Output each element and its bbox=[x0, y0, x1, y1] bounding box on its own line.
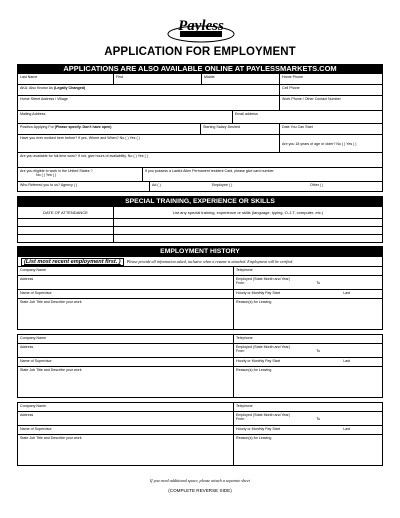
employment-block-1 bbox=[17, 267, 383, 330]
name-row bbox=[17, 74, 383, 85]
payless-logo bbox=[166, 14, 236, 48]
reasons-leaving-field[interactable]: Reason(s) for Leaving bbox=[236, 368, 272, 372]
eligible-us-field[interactable]: Are you eligible to work in the United States ? No ( ) Yes ( ) bbox=[18, 168, 143, 181]
employment-block-2 bbox=[17, 334, 383, 398]
age-18-field[interactable]: Are you 18 years of age or older? No ( ) Yes ( ) bbox=[282, 142, 357, 146]
mailing-row bbox=[17, 111, 383, 124]
position-row bbox=[17, 124, 383, 135]
reasons-leaving-field[interactable]: Reason(s) for Leaving bbox=[236, 436, 272, 440]
company-address-field[interactable]: Address bbox=[18, 344, 233, 358]
pay-field[interactable]: Hourly or Monthly Pay Start Last bbox=[234, 290, 382, 299]
company-address-field[interactable]: Address bbox=[18, 412, 233, 426]
supervisor-field[interactable]: Name of Supervisor bbox=[18, 290, 233, 299]
mailing-address-field[interactable]: Mailing Address bbox=[18, 111, 233, 123]
training-desc-cell[interactable] bbox=[114, 227, 382, 234]
green-card-field[interactable]: If you possess a Lawful Alien Permanent resident Card, please give card number bbox=[145, 169, 274, 173]
job-title-field[interactable]: State Job Title and Describe your work bbox=[20, 436, 82, 440]
address-row bbox=[17, 96, 383, 111]
starting-salary-field[interactable]: Starting Salary Desired bbox=[201, 124, 280, 134]
training-desc-cell[interactable] bbox=[114, 235, 382, 242]
application-form bbox=[17, 64, 383, 466]
employed-dates-field[interactable]: Employed (State Month and Year) From To bbox=[234, 412, 382, 426]
company-name-field[interactable]: Company Name bbox=[18, 403, 233, 412]
supervisor-field[interactable]: Name of Supervisor bbox=[18, 426, 233, 435]
home-address-field[interactable]: Home Street Address / Village bbox=[18, 96, 280, 110]
date-attendance-header: DATE OF ATTENDANCE bbox=[18, 207, 114, 218]
employed-dates-field[interactable]: Employed (State Month and Year) From To bbox=[234, 344, 382, 358]
worked-here-row bbox=[17, 135, 383, 153]
full-time-row bbox=[17, 153, 383, 168]
telephone-field[interactable]: Telephone bbox=[234, 335, 382, 344]
employment-block-3 bbox=[17, 402, 383, 466]
company-address-field[interactable]: Address bbox=[18, 276, 233, 290]
pay-field[interactable]: Hourly or Monthly Pay Start Last bbox=[234, 426, 382, 435]
online-banner: APPLICATIONS ARE ALSO AVAILABLE ONLINE AT PAYLESSMARKETS.COM bbox=[17, 64, 383, 74]
referred-other-field[interactable]: Other ( ) bbox=[310, 183, 324, 187]
training-date-cell[interactable] bbox=[18, 227, 114, 234]
first-name-field[interactable]: First bbox=[114, 74, 202, 84]
start-date-field[interactable]: Date You Can Start bbox=[282, 125, 313, 129]
employment-instructions bbox=[17, 257, 383, 267]
complete-reverse-note: (COMPLETE REVERSE SIDE) bbox=[168, 488, 232, 493]
company-name-field[interactable]: Company Name bbox=[18, 267, 233, 276]
page-title: APPLICATION FOR EMPLOYMENT bbox=[104, 46, 296, 58]
middle-name-field[interactable]: Middle bbox=[202, 74, 280, 84]
referred-ad-field[interactable]: Ad ( ) bbox=[152, 183, 161, 187]
training-header bbox=[17, 207, 383, 219]
svg-text:Payless: Payless bbox=[178, 18, 224, 34]
cell-phone-field[interactable]: Cell Phone bbox=[282, 86, 300, 90]
job-title-field[interactable]: State Job Title and Describe your work bbox=[20, 368, 82, 372]
work-phone-field[interactable]: Work Phone / Other Contact Number bbox=[282, 97, 341, 101]
worked-here-field[interactable]: Have you ever worked here before? If yes, Where and When? No ( ) Yes ( ) bbox=[18, 135, 280, 152]
pay-field[interactable]: Hourly or Monthly Pay Start Last bbox=[234, 358, 382, 367]
email-field[interactable]: Email address bbox=[235, 112, 258, 116]
company-name-field[interactable]: Company Name bbox=[18, 335, 233, 344]
job-title-field[interactable]: State Job Title and Describe your work bbox=[20, 300, 82, 304]
aka-row bbox=[17, 85, 383, 96]
additional-space-note: If you need additional space, please attach a separate sheet bbox=[149, 478, 250, 483]
training-list-header: List any special training, experience or skills (language, typing, O-J-T, computer, etc.) bbox=[172, 210, 324, 215]
instruction-text: Please provide all information asked, inclusive when a resume is attached. Employment will be verified. bbox=[126, 259, 294, 264]
employment-banner: EMPLOYMENT HISTORY bbox=[17, 246, 383, 257]
last-name-field[interactable]: Last Name bbox=[18, 74, 114, 84]
list-recent-label: (List most recent employment first. ) bbox=[21, 258, 124, 266]
reasons-leaving-field[interactable]: Reason(s) for Leaving bbox=[236, 300, 272, 304]
position-field[interactable]: Position Applying For (Please specify. Don't have open) bbox=[18, 124, 201, 134]
training-desc-cell[interactable] bbox=[114, 219, 382, 226]
training-date-cell[interactable] bbox=[18, 219, 114, 226]
employed-dates-field[interactable]: Employed (State Month and Year) From To bbox=[234, 276, 382, 290]
training-row bbox=[17, 227, 383, 235]
eligibility-row bbox=[17, 168, 383, 182]
full-time-field[interactable]: Are you available for full-time work? If not, give hours of availability. No ( ) Yes ( ) bbox=[20, 154, 148, 158]
training-row bbox=[17, 219, 383, 227]
referred-row bbox=[17, 182, 383, 192]
referred-agency-field[interactable]: Who Referred you to us? Agency ( ) bbox=[18, 182, 150, 191]
training-row bbox=[17, 235, 383, 243]
supervisor-field[interactable]: Name of Supervisor bbox=[18, 358, 233, 367]
aka-field[interactable]: AKA: Also Known As (Legally Changed) bbox=[18, 85, 280, 95]
training-banner: SPECIAL TRAINING, EXPERIENCE OR SKILLS bbox=[17, 196, 383, 207]
home-phone-field[interactable]: Home Phone bbox=[282, 75, 303, 79]
telephone-field[interactable]: Telephone bbox=[234, 403, 382, 412]
training-date-cell[interactable] bbox=[18, 235, 114, 242]
telephone-field[interactable]: Telephone bbox=[234, 267, 382, 276]
referred-employee-field[interactable]: Employee ( ) bbox=[212, 183, 233, 187]
